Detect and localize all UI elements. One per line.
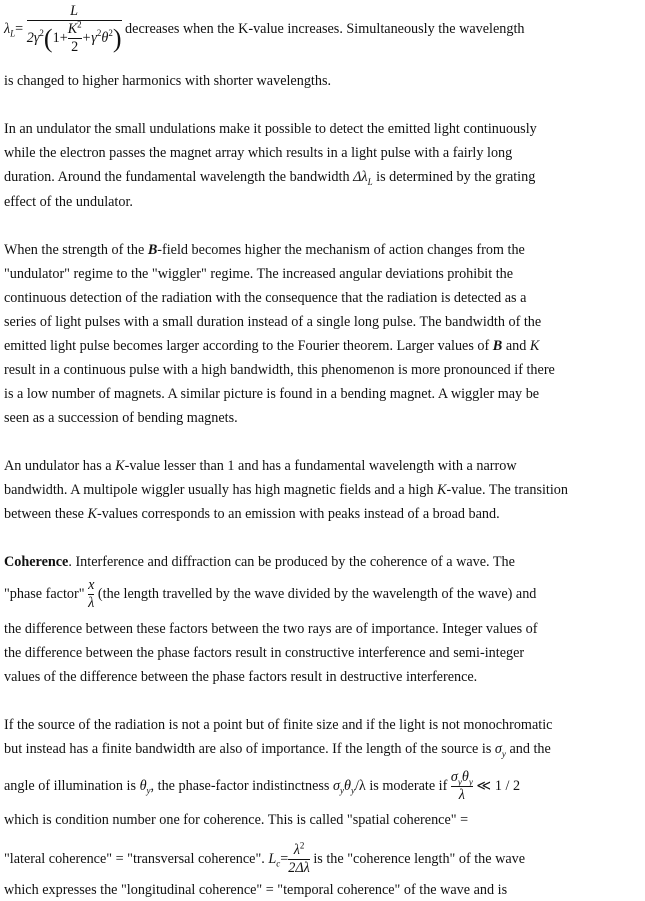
text-line: result in a continuous pulse with a high bandwidth, this phenomenon is more pronounced if there	[4, 362, 555, 378]
text-line: values of the difference between the phase factors result in destructive interference.	[4, 669, 478, 685]
text-line: When the strength of the B-field becomes higher the mechanism of action changes from the	[4, 242, 525, 258]
text-line: seen as a succession of bending magnets.	[4, 410, 238, 426]
text-line: between these K-values corresponds to an emission with peaks instead of a broad band.	[4, 506, 500, 522]
text-line: Coherence. Interference and diffraction can be produced by the coherence of a wave. The	[4, 554, 515, 570]
text-line: "lateral coherence" = "transversal coherence". $L_c=$ $\frac{\lambda^2}{2\Delta\lambda}$ is the "coherence length" of the wave	[4, 840, 526, 876]
text-line: duration. Around the fundamental wavelength the bandwidth $\Delta\lambda_L$ is determined by the grating	[4, 169, 536, 187]
text-line: which is condition number one for coherence. This is called "spatial coherence" =	[4, 812, 469, 828]
text-line: angle of illumination is $\theta_y$, the phase-factor indistinctness $\sigma_y\theta_y/\lambda$ is moderate if $\frac{\sigma_y\theta_y}{\lambda}$ ≪ 1 / 2	[4, 769, 521, 803]
text-line: continuous detection of the radiation with the consequence that the radiation is detected as a	[4, 290, 527, 306]
text-line: An undulator has a K-value lesser than 1 and has a fundamental wavelength with a narrow	[4, 458, 517, 474]
wavelength-fraction: L $2\gamma^2(1+$ $\frac{K^2}{2}$ $+\gamma^2\theta^2$)	[26, 3, 122, 55]
coherence-length-fraction: $\frac{\lambda^2}{2\Delta\lambda}$	[288, 840, 310, 876]
text-line: is a low number of magnets. A similar picture is found in a bending magnet. A wiggler may be	[4, 386, 540, 402]
text-line: which expresses the "longitudinal coherence" = "temporal coherence" of the wave and is	[4, 882, 508, 898]
text-line: while the electron passes the magnet array which results in a light pulse with a fairly long	[4, 145, 513, 161]
phase-factor-fraction: $\frac{x}{\lambda}$	[88, 577, 95, 611]
text-line: is changed to higher harmonics with shorter wavelengths.	[4, 73, 332, 89]
text-line: If the source of the radiation is not a point but of finite size and if the light is not monochromatic	[4, 717, 553, 733]
text-line: bandwidth. A multipole wiggler usually has high magnetic fields and a high K-value. The transition	[4, 482, 568, 498]
text: decreases when the K-value increases. Simultaneously the wavelength	[125, 20, 525, 37]
text-line: effect of the undulator.	[4, 194, 133, 210]
text-line: In an undulator the small undulations make it possible to detect the emitted light continuously	[4, 121, 537, 137]
text-line: the difference between the phase factors result in constructive interference and semi-integer	[4, 645, 525, 661]
text-line: series of light pulses with a small duration instead of a single long pulse. The bandwidth of the	[4, 314, 542, 330]
text-line: "phase factor" $\frac{x}{\lambda}$ (the length travelled by the wave divided by the wavelength of the wave) and	[4, 577, 537, 611]
coherence-heading: Coherence	[4, 554, 69, 570]
formula-line: $\lambda_L=$ L $2\gamma^2(1+$ $\frac{K^2}{2}$ $+\gamma^2\theta^2$) decreases when the K-value increases. Simultaneously the wavelength	[4, 3, 525, 55]
text-line: emitted light pulse becomes larger according to the Fourier theorem. Larger values of B and K	[4, 338, 540, 354]
text-line: "undulator" regime to the "wiggler" regime. The increased angular deviations prohibit the	[4, 266, 514, 282]
text-line: but instead has a finite bandwidth are also of importance. If the length of the source is $\sigma_y$ and the	[4, 741, 551, 759]
coherence-condition-fraction: $\frac{\sigma_y\theta_y}{\lambda}$	[450, 769, 473, 803]
lambda-symbol: λ	[4, 20, 11, 37]
text-line: the difference between these factors between the two rays are of importance. Integer values of	[4, 621, 538, 637]
